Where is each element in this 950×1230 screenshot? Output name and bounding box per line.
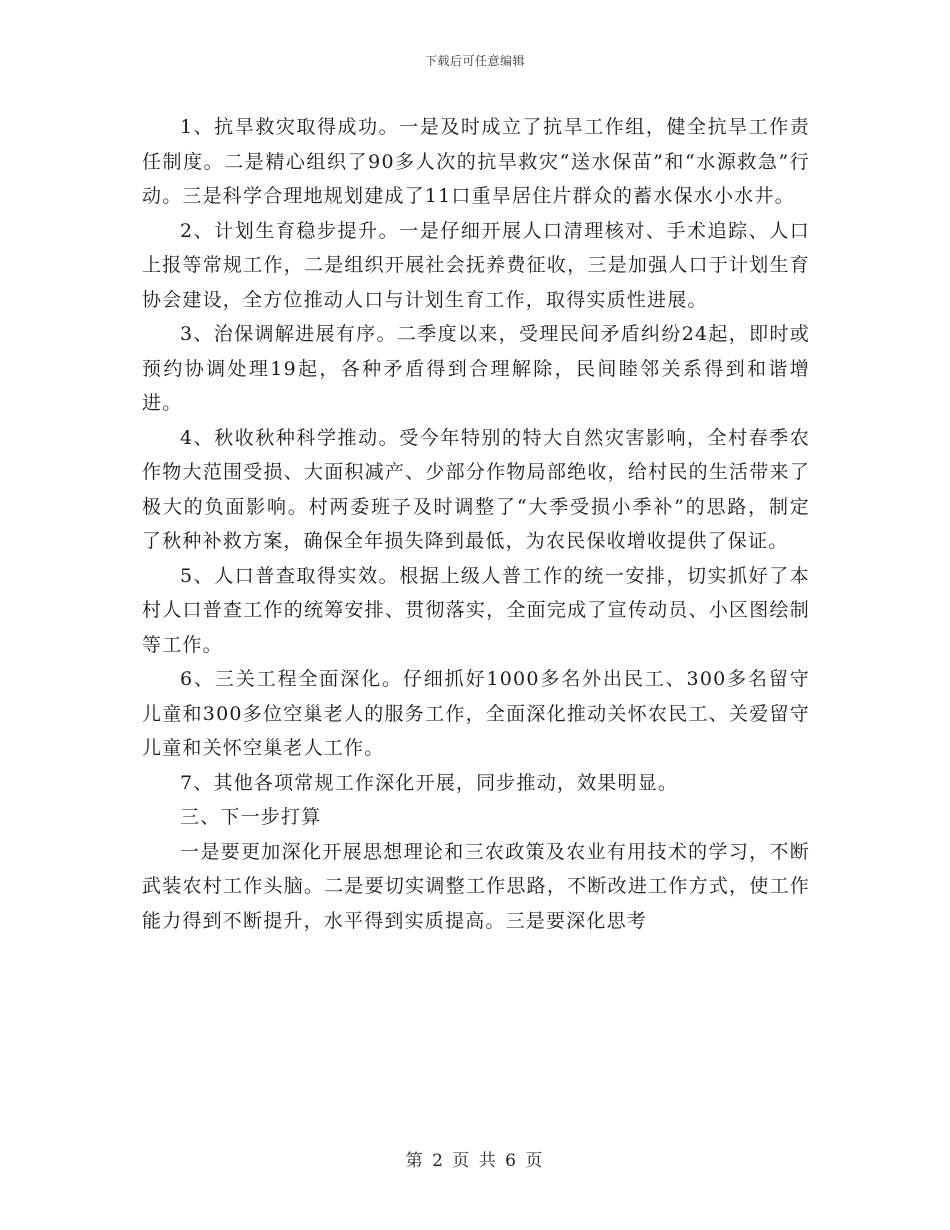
paragraph-other-work: 7、其他各项常规工作深化开展，同步推动，效果明显。 xyxy=(180,771,679,794)
paragraph-family-planning: 2、计划生育稳步提升。一是仔细开展人口清理核对、手术追踪、人口上报等常规工作，二是组织开展社会抚养费征收，三是加强人口于计划生育协会建设，全方位推动人口与计划生育工作，取得实质性进展。 xyxy=(142,219,810,311)
page-number: 第 2 页 共 6 页 xyxy=(405,1151,545,1171)
paragraph-mediation: 3、治保调解进展有序。二季度以来，受理民间矛盾纠纷24起，即时或预约协调处理19起，各种矛盾得到合理解除，民间睦邻关系得到和谐增进。 xyxy=(142,323,810,414)
header-note: 下载后可任意编辑 xyxy=(424,54,525,68)
paragraph-drought-relief: 1、抗旱救灾取得成功。一是及时成立了抗旱工作组，健全抗旱工作责任制度。二是精心组织了90多人次的抗旱救灾“送水保苗”和“水源救急”行动。三是科学合理地规划建成了11口重旱居住片群众的蓄水保水小水井。 xyxy=(142,116,810,207)
paragraph-autumn-harvest: 4、秋收秋种科学推动。受今年特别的特大自然灾害影响，全村春季农作物大范围受损、大面积减产、少部分作物局部绝收，给村民的生活带来了极大的负面影响。村两委班子及时调整了“大季受损小季补”的思路，制定了秋种补救方案，确保全年损失降到最低，为农民保收增收提供了保证。 xyxy=(142,426,810,552)
document-body xyxy=(142,110,810,938)
section-heading-next-steps: 三、下一步打算 xyxy=(180,806,322,828)
paragraph-care-project: 6、三关工程全面深化。仔细抓好1000多名外出民工、300多名留守儿童和300多位空巢老人的服务工作，全面深化推动关怀农民工、关爱留守儿童和关怀空巢老人工作。 xyxy=(142,668,810,759)
paragraph-census: 5、人口普查取得实效。根据上级人普工作的统一安排，切实抓好了本村人口普查工作的统筹安排、贯彻落实，全面完成了宣传动员、小区图绘制等工作。 xyxy=(142,564,810,656)
paragraph-next-steps: 一是要更加深化开展思想理论和三农政策及农业有用技术的学习，不断武装农村工作头脑。二是要切实调整工作思路，不断改进工作方式，使工作能力得到不断提升，水平得到实质提高。三是要深化思考 xyxy=(142,840,810,932)
